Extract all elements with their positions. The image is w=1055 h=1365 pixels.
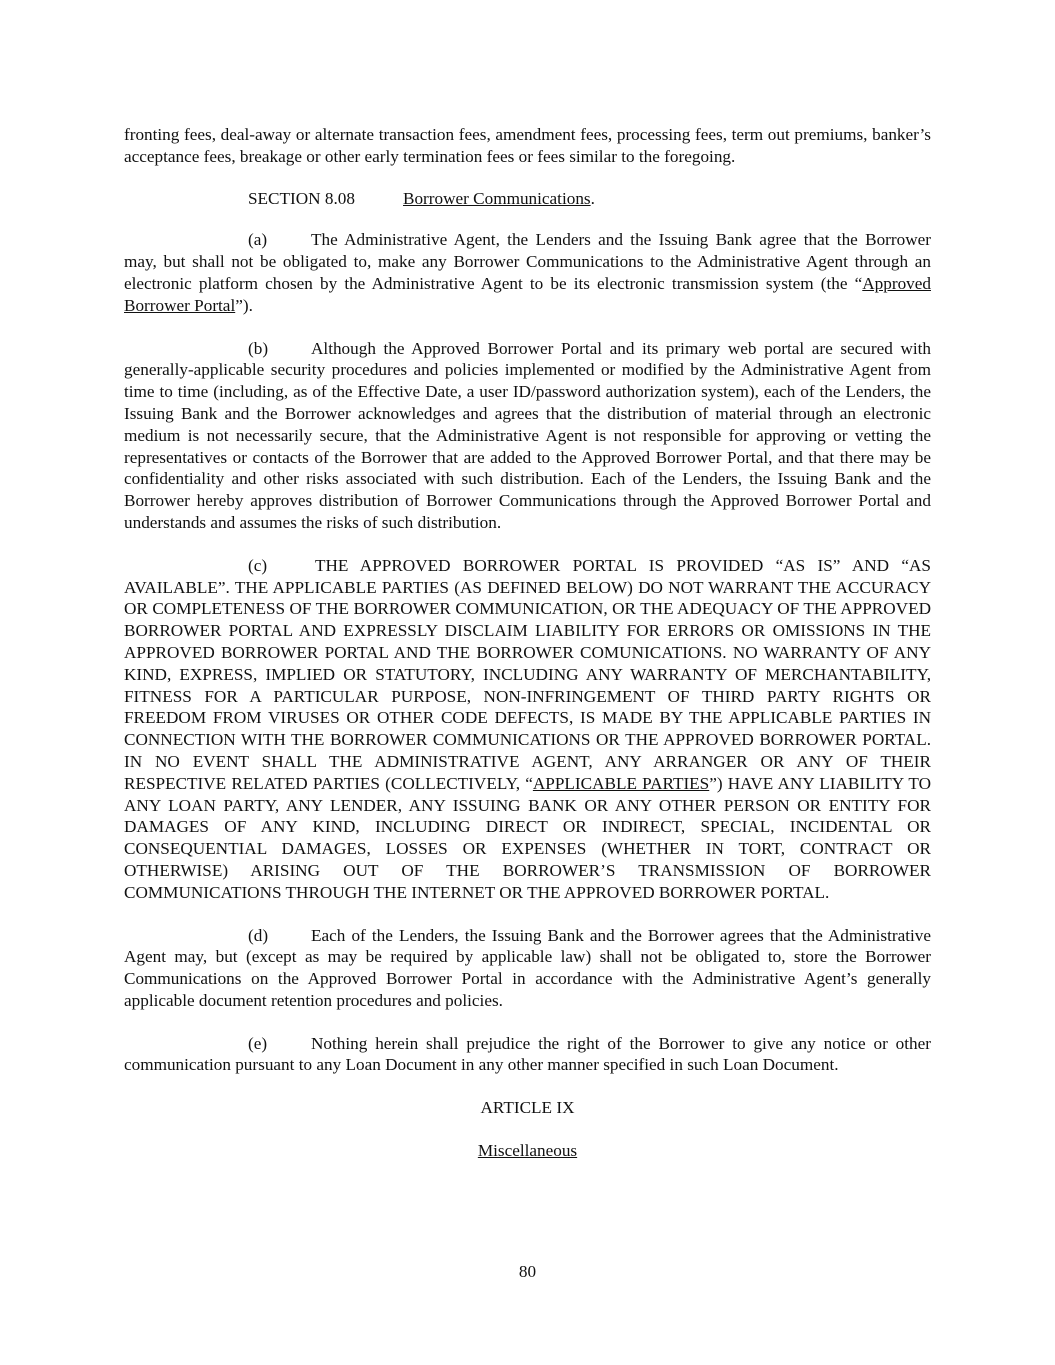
document-page — [124, 124, 931, 1183]
section-title: Borrower Communications — [403, 188, 591, 208]
article-title — [124, 1140, 931, 1162]
article-heading: ARTICLE IX — [480, 1098, 575, 1118]
paragraph-d — [124, 925, 931, 1012]
paragraph-c-defined-term: APPLICABLE PARTIES — [532, 773, 710, 793]
continuation-paragraph: fronting fees, deal-away or alternate transaction fees, amendment fees, processing fees, term out premiums, banker’s acceptance fees, breakage or other early termination fees or fees similar to the foregoing. — [124, 125, 931, 166]
paragraph-e — [124, 1033, 931, 1077]
paragraph-e-marker: (e) — [248, 1033, 268, 1053]
section-title-suffix: . — [590, 188, 595, 208]
paragraph-a-defined-term: Approved Borrower Portal — [124, 273, 931, 315]
paragraph-a-text-before: The Administrative Agent, the Lenders and the Issuing Bank agree that the Borrower may, but shall not be obligated to, make any Borrower Communications to the Administrative Agent through an electronic platform chosen by the Administrative Agent to be its electronic transmission system (the “ — [124, 230, 931, 293]
paragraph-c-text-after: ”) HAVE ANY LIABILITY TO ANY LOAN PARTY, ANY LENDER, ANY ISSUING BANK OR ANY OTHER PERSON OR ENTITY FOR DAMAGES OF ANY KIND, INCLUDING DIRECT OR INDIRECT, SPECIAL, INCIDENTAL OR CONSEQUENTIAL DAMAGES, LOSSES OR EXPENSES (WHETHER IN TORT, CONTRACT OR OTHERWISE) ARISING OUT OF THE BORROWER’S TRANSMISSION OF BORROWER COMMUNICATIONS THROUGH THE INTERNET OR THE APPROVED BORROWER PORTAL. — [124, 773, 931, 902]
paragraph-e-text: Nothing herein shall prejudice the right of the Borrower to give any notice or other communication pursuant to any Loan Document in any other manner specified in such Loan Document. — [124, 1033, 931, 1075]
section-number: SECTION 8.08 — [248, 188, 355, 208]
article-title-text: Miscellaneous — [477, 1141, 578, 1161]
paragraph-d-marker: (d) — [248, 925, 269, 945]
paragraph-c — [124, 555, 931, 904]
paragraph-a-marker: (a) — [248, 230, 268, 250]
page-number: 80 — [518, 1262, 537, 1281]
paragraph-b — [124, 338, 931, 534]
paragraph-d-text: Each of the Lenders, the Issuing Bank and the Borrower agrees that the Administrative Agent may, but (except as may be required by applicable law) shall not be obligated to, store the Borrower Communications on the Approved Borrower Portal in accordance with the Administrative Agent’s generally applicable document retention procedures and policies. — [124, 925, 931, 1010]
paragraph-a — [124, 229, 931, 316]
section-heading — [124, 188, 931, 210]
paragraph-b-marker: (b) — [248, 338, 269, 358]
paragraph-c-marker: (c) — [248, 555, 268, 575]
paragraph-a-text-after: ”). — [235, 295, 253, 315]
paragraph-c-text-before: THE APPROVED BORROWER PORTAL IS PROVIDED “AS IS” AND “AS AVAILABLE”. THE APPLICABLE PARTIES (AS DEFINED BELOW) DO NOT WARRANT THE ACCURACY OR COMPLETENESS OF THE BORROWER COMMUNICATION, OR THE ADEQUACY OF THE APPROVED BORROWER PORTAL AND EXPRESSLY DISCLAIM LIABILITY FOR ERRORS OR OMISSIONS IN THE APPROVED BORROWER PORTAL AND THE BORROWER COMUNICATIONS. NO WARRANTY OF ANY KIND, EXPRESS, IMPLIED OR STATUTORY, INCLUDING ANY WARRANTY OF MERCHANTABILITY, FITNESS FOR A PARTICULAR PURPOSE, NON-INFRINGEMENT OF THIRD PARTY RIGHTS OR FREEDOM FROM VIRUSES OR OTHER CODE DEFECTS, IS MADE BY THE APPLICABLE PARTIES IN CONNECTION WITH THE BORROWER COMMUNICATIONS OR THE APPROVED BORROWER PORTAL. IN NO EVENT SHALL THE ADMINISTRATIVE AGENT, ANY ARRANGER OR ANY OF THEIR RESPECTIVE RELATED PARTIES (COLLECTIVELY, “ — [124, 555, 931, 793]
paragraph-b-text: Although the Approved Borrower Portal and its primary web portal are secured with generally-applicable security procedures and policies implemented or modified by the Administrative Agent from time to time (including, as of the Effective Date, a user ID/password authorization system), each of the Lenders, the Issuing Bank and the Borrower acknowledges and agrees that the distribution of material through an electronic medium is not necessarily secure, that the Administrative Agent is not responsible for approving or vetting the representatives or contacts of the Borrower that are added to the Approved Borrower Portal, and that there may be confidentiality and other risks associated with such distribution. Each of the Lenders, the Issuing Bank and the Borrower hereby approves distribution of Borrower Communications through the Approved Borrower Portal and understands and assumes the risks of such distribution. — [124, 338, 931, 532]
